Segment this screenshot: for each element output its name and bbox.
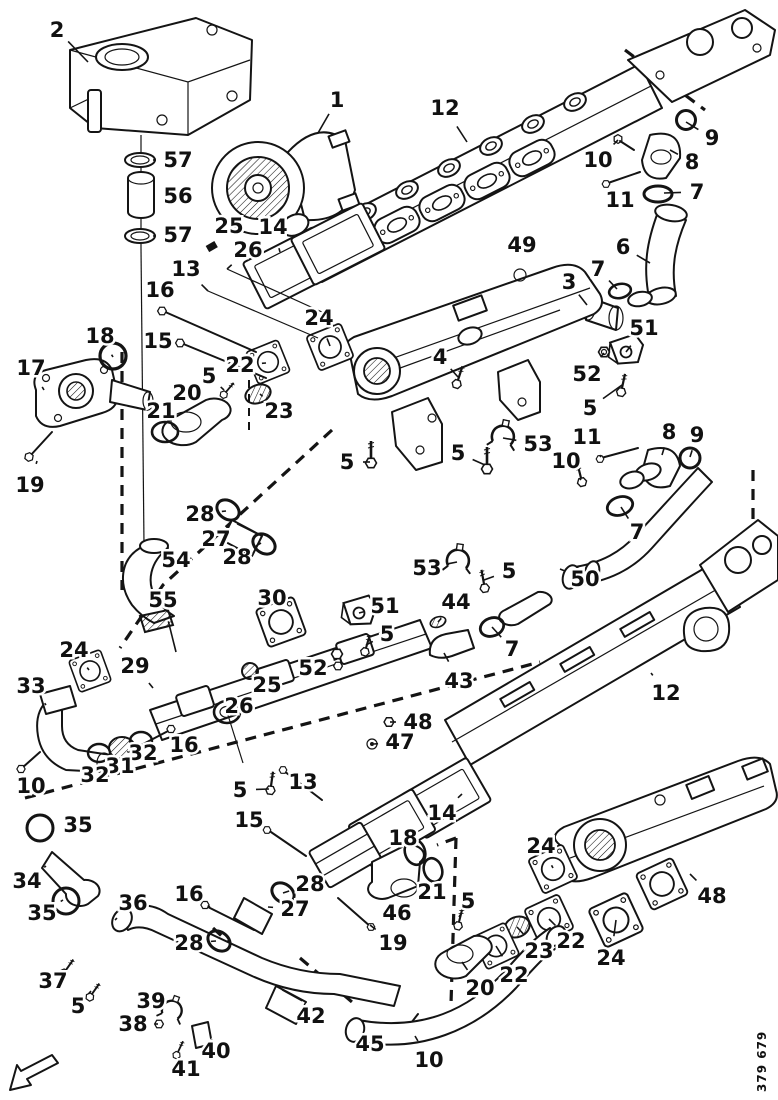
part-callout-36: 36 xyxy=(118,891,148,915)
part-callout-40: 40 xyxy=(201,1039,231,1063)
part-callout-28: 28 xyxy=(295,872,325,896)
part-callout-57: 57 xyxy=(163,223,193,247)
callout-leader-12 xyxy=(651,673,653,675)
part-callout-14: 14 xyxy=(427,801,457,825)
part-callout-10: 10 xyxy=(583,148,613,172)
part-callout-44: 44 xyxy=(441,590,471,614)
part-callout-18: 18 xyxy=(85,324,115,348)
part-callout-7: 7 xyxy=(504,637,520,661)
part-callout-24: 24 xyxy=(59,638,89,662)
part-callout-47: 47 xyxy=(385,730,415,754)
part-callout-20: 20 xyxy=(172,381,202,405)
callout-leader-29 xyxy=(149,683,153,688)
part-callout-12: 12 xyxy=(430,96,460,120)
part-callout-56: 56 xyxy=(163,184,193,208)
part-callout-18: 18 xyxy=(388,826,418,850)
part-callout-13: 13 xyxy=(288,770,318,794)
callout-leader-19 xyxy=(36,461,37,464)
part-callout-21: 21 xyxy=(417,880,447,904)
part-callout-52: 52 xyxy=(572,362,602,386)
part-callout-21: 21 xyxy=(146,399,176,423)
part-callout-46: 46 xyxy=(382,901,412,925)
elbow-43 xyxy=(430,630,474,658)
part-callout-10: 10 xyxy=(414,1048,444,1072)
part-callout-5: 5 xyxy=(70,994,86,1018)
part-callout-48: 48 xyxy=(403,710,433,734)
callout-leader-26 xyxy=(227,265,232,269)
part-callout-29: 29 xyxy=(120,654,150,678)
pipe-stub-20 xyxy=(435,936,491,979)
callout-leader-35 xyxy=(61,900,63,901)
drawing-number: 379 679 xyxy=(755,1030,769,1092)
part-callout-30: 30 xyxy=(257,586,287,610)
part-callout-55: 55 xyxy=(148,588,178,612)
part-callout-24: 24 xyxy=(596,946,626,970)
part-callout-32: 32 xyxy=(80,763,110,787)
part-callout-5: 5 xyxy=(201,364,217,388)
part-callout-12: 12 xyxy=(651,681,681,705)
part-callout-28: 28 xyxy=(174,931,204,955)
part-callout-22: 22 xyxy=(556,929,586,953)
callout-leader-1 xyxy=(318,114,329,133)
part-callout-2: 2 xyxy=(49,18,65,42)
part-callout-13: 13 xyxy=(171,257,201,281)
part-callout-42: 42 xyxy=(296,1004,326,1028)
hose-34 xyxy=(42,852,100,906)
part-callout-5: 5 xyxy=(379,622,395,646)
part-callout-9: 9 xyxy=(689,423,705,447)
part-callout-53: 53 xyxy=(412,556,442,580)
callout-leader-11 xyxy=(600,455,601,457)
part-callout-14: 14 xyxy=(258,215,288,239)
part-callout-16: 16 xyxy=(174,882,204,906)
callout-leader-13 xyxy=(202,285,208,291)
part-callout-7: 7 xyxy=(689,180,705,204)
callout-leader-34 xyxy=(44,866,46,867)
part-callout-45: 45 xyxy=(355,1032,385,1056)
part-callout-9: 9 xyxy=(704,126,720,150)
part-callout-33: 33 xyxy=(16,674,46,698)
part-callout-5: 5 xyxy=(232,778,248,802)
callout-leader-5 xyxy=(484,576,494,580)
part-callout-5: 5 xyxy=(582,396,598,420)
part-callout-31: 31 xyxy=(105,754,135,778)
part-callout-53: 53 xyxy=(523,432,553,456)
part-callout-19: 19 xyxy=(15,473,45,497)
part-callout-35: 35 xyxy=(63,813,93,837)
part-callout-52: 52 xyxy=(298,656,328,680)
part-callout-41: 41 xyxy=(171,1057,201,1081)
callout-leader-50 xyxy=(560,569,565,571)
part-callout-22: 22 xyxy=(225,353,255,377)
part-callout-32: 32 xyxy=(128,741,158,765)
part-callout-27: 27 xyxy=(280,897,310,921)
part-callout-17: 17 xyxy=(16,356,46,380)
part-callout-16: 16 xyxy=(145,278,175,302)
part-callout-39: 39 xyxy=(136,989,166,1013)
callout-leader-53 xyxy=(449,562,457,564)
part-callout-11: 11 xyxy=(605,188,635,212)
part-callout-43: 43 xyxy=(444,669,474,693)
part-callout-26: 26 xyxy=(233,238,263,262)
part-callout-15: 15 xyxy=(143,329,173,353)
sensor-bracket-upper xyxy=(599,333,646,397)
callout-leader-18 xyxy=(112,355,113,357)
part-callout-37: 37 xyxy=(38,969,68,993)
callout-leader-5 xyxy=(221,387,224,390)
part-callout-54: 54 xyxy=(161,548,191,572)
part-callout-50: 50 xyxy=(570,567,600,591)
part-callout-26: 26 xyxy=(224,694,254,718)
part-callout-38: 38 xyxy=(118,1012,148,1036)
callout-leader-14 xyxy=(279,248,280,252)
part-callout-7: 7 xyxy=(629,520,645,544)
part-callout-23: 23 xyxy=(264,399,294,423)
part-callout-8: 8 xyxy=(661,420,677,444)
callout-leader-5 xyxy=(459,915,460,917)
part-callout-23: 23 xyxy=(524,939,554,963)
part-callout-3: 3 xyxy=(561,270,577,294)
part-callout-49: 49 xyxy=(507,233,537,257)
front-direction-arrow xyxy=(10,1055,58,1090)
part-callout-24: 24 xyxy=(526,834,556,858)
part-callout-4: 4 xyxy=(432,345,448,369)
part-callout-24: 24 xyxy=(304,306,334,330)
part-callout-25: 25 xyxy=(252,673,282,697)
part-callout-1: 1 xyxy=(329,88,345,112)
part-callout-11: 11 xyxy=(572,425,602,449)
part-callout-8: 8 xyxy=(684,150,700,174)
part-callout-19: 19 xyxy=(378,931,408,955)
part-callout-10: 10 xyxy=(16,774,46,798)
part-callout-57: 57 xyxy=(163,148,193,172)
part-callout-5: 5 xyxy=(450,441,466,465)
part-callout-34: 34 xyxy=(12,869,42,893)
part-callout-48: 48 xyxy=(697,884,727,908)
callout-leader-10 xyxy=(580,478,581,480)
callout-leader-48 xyxy=(690,874,696,880)
callout-leader-28 xyxy=(283,891,289,893)
part-callout-35: 35 xyxy=(27,901,57,925)
hose-sleeve-stack xyxy=(125,153,155,243)
part-callout-7: 7 xyxy=(590,257,606,281)
callout-leader-5 xyxy=(473,459,485,465)
callout-leader-7 xyxy=(664,192,681,193)
part-callout-28: 28 xyxy=(222,545,252,569)
part-callout-51: 51 xyxy=(370,594,400,618)
callout-leader-33 xyxy=(45,703,46,705)
part-callout-6: 6 xyxy=(615,235,631,259)
part-callout-10: 10 xyxy=(551,449,581,473)
part-callout-16: 16 xyxy=(169,733,199,757)
part-callout-20: 20 xyxy=(465,976,495,1000)
part-callout-15: 15 xyxy=(234,808,264,832)
callout-leader-12 xyxy=(457,126,467,142)
part-callout-25: 25 xyxy=(214,214,244,238)
part-callout-27: 27 xyxy=(201,527,231,551)
part-callout-5: 5 xyxy=(339,450,355,474)
part-callout-22: 22 xyxy=(499,963,529,987)
part-callout-51: 51 xyxy=(629,316,659,340)
callout-leader-9 xyxy=(690,450,692,457)
part-callout-5: 5 xyxy=(460,889,476,913)
part-callout-28: 28 xyxy=(185,502,215,526)
part-callout-5: 5 xyxy=(501,559,517,583)
